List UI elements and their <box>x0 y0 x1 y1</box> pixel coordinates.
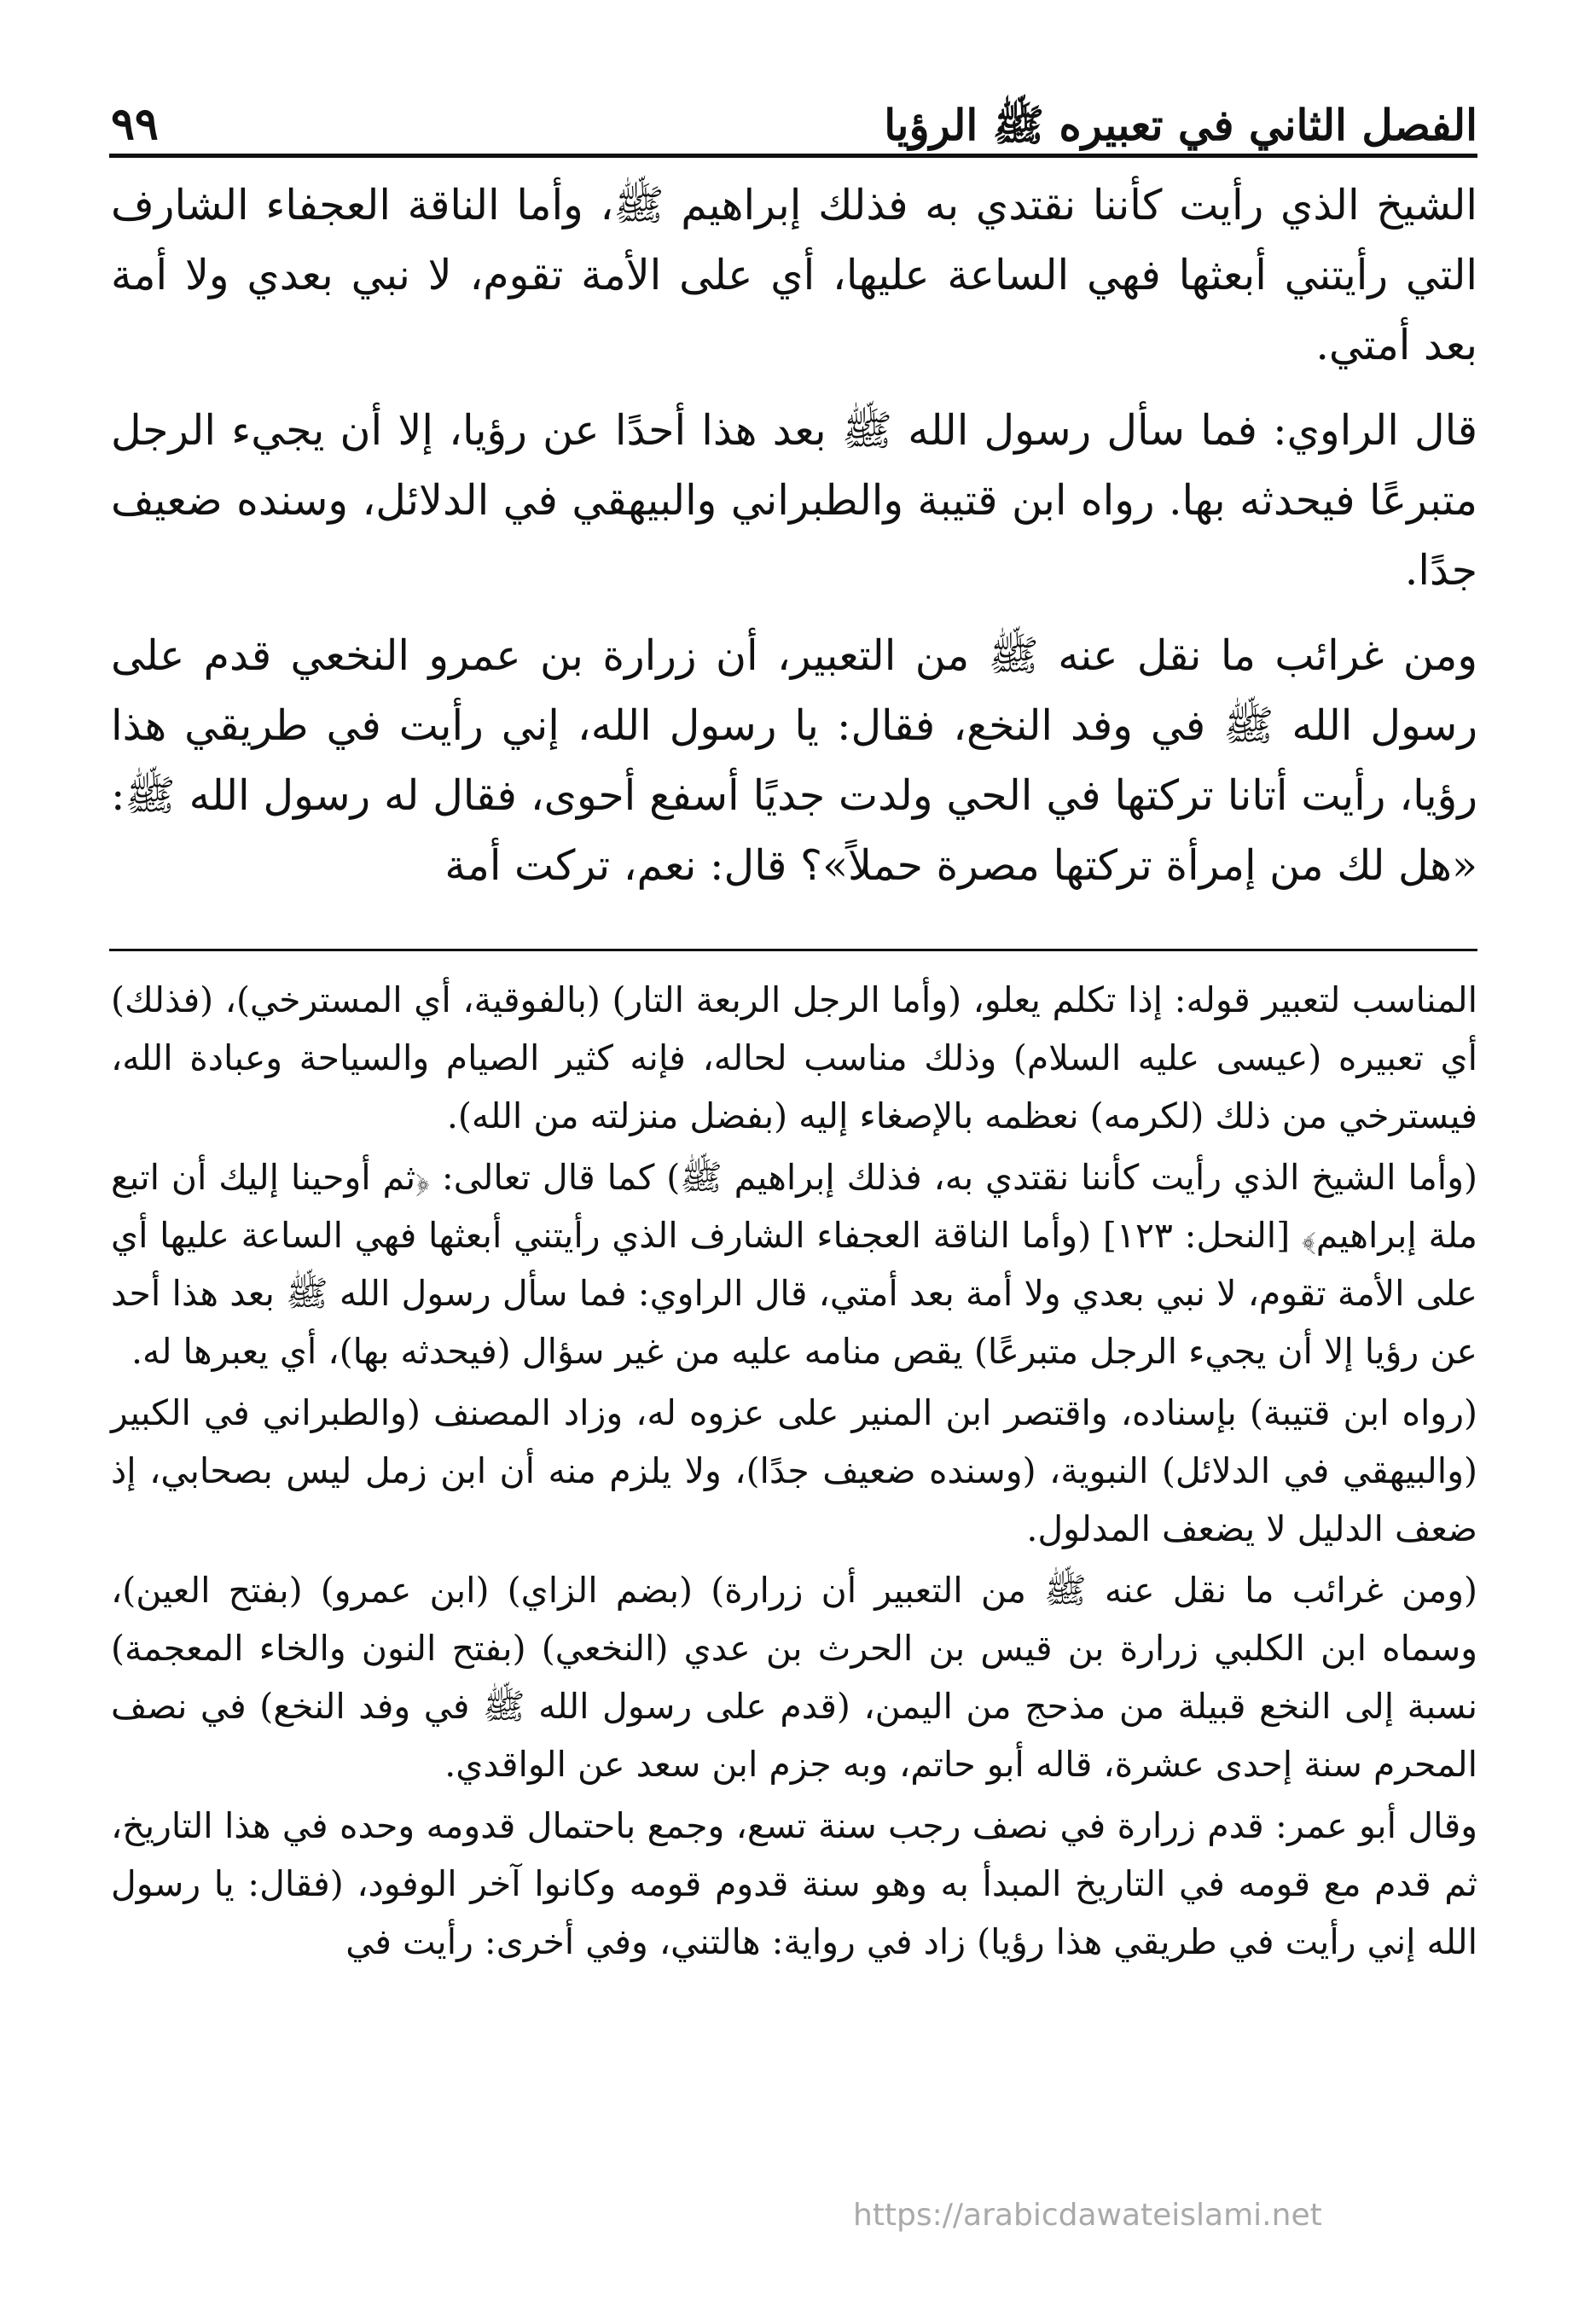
page-header <box>111 78 1477 150</box>
commentary-paragraph: (وأما الشيخ الذي رأيت كأننا نقتدي به، فذلك إبراهيم ﷺ) كما قال تعالى: ﴿ثم أوحينا إليك أن اتبع ملة إبراهيم﴾ [النحل: ١٢٣] (وأما الناقة العجفاء الشارف الذي رأيتني أبعثها فهي الساعة عليها أي على الأمة تقوم، لا نبي بعدي ولا أمة بعد أمتي، قال الراوي: فما سأل رسول الله ﷺ بعد هذا أحد عن رؤيا إلا أن يجيء الرجل متبرعًا) يقص منامه عليه من غير سؤال (فيحدثه بها)، أي يعبرها له. <box>111 1157 1477 1372</box>
main-paragraph: ومن غرائب ما نقل عنه ﷺ من التعبير، أن زرارة بن عمرو النخعي قدم على رسول الله ﷺ في وفد النخع، فقال: يا رسول الله، إني رأيت في طريقي هذا رؤيا، رأيت أتانا تركتها في الحي ولدت جديًا أسفع أحوى، فقال له رسول الله ﷺ: «هل لك من إمرأة تركتها مصرة حملاً»؟ قال: نعم، تركت أمة <box>111 631 1477 890</box>
commentary-divider <box>109 949 1477 951</box>
watermark-url: https://arabicdawateislami.net <box>853 2198 1322 2233</box>
running-title: الفصل الثاني في تعبيره ﷺ الرؤيا <box>884 100 1477 150</box>
main-paragraph: الشيخ الذي رأيت كأننا نقتدي به فذلك إبراهيم ﷺ، وأما الناقة العجفاء الشارف التي رأيتني أبعثها فهي الساعة عليها، أي على الأمة تقوم، لا نبي بعدي ولا أمة بعد أمتي. <box>111 181 1477 369</box>
commentary-paragraph: (ومن غرائب ما نقل عنه ﷺ من التعبير أن زرارة) (بضم الزاي) (ابن عمرو) (بفتح العين)، وسماه ابن الكلبي زرارة بن قيس بن الحرث بن عدي (النخعي) (بفتح النون والخاء المعجمة) نسبة إلى النخع قبيلة من مذحج من اليمن، (قدم على رسول الله ﷺ في وفد النخع) في نصف المحرم سنة إحدى عشرة، قاله أبو حاتم، وبه جزم ابن سعد عن الواقدي. <box>111 1570 1477 1785</box>
commentary-section <box>111 971 1477 1974</box>
commentary-paragraph: وقال أبو عمر: قدم زرارة في نصف رجب سنة تسع، وجمع باحتمال قدومه وحده في هذا التاريخ، ثم قدم مع قومه في التاريخ المبدأ به وهو سنة قدوم قومه وكانوا آخر الوفود، (فقال: يا رسول الله إني رأيت في طريقي هذا رؤيا) زاد في رواية: هالتني، وفي أخرى: رأيت في <box>111 1805 1478 1962</box>
header-rule <box>109 154 1477 158</box>
commentary-paragraph: المناسب لتعبير قوله: إذا تكلم يعلو، (وأما الرجل الربعة التار) (بالفوقية، أي المسترخي)، (فذلك) أي تعبيره (عيسى عليه السلام) وذلك مناسب لحاله، فإنه كثير الصيام والسياحة وعبادة الله، فيسترخي من ذلك (لكرمه) نعظمه بالإصغاء إليه (بفضل منزلته من الله). <box>111 979 1477 1136</box>
page-number: ٩٩ <box>111 98 159 150</box>
main-text <box>111 171 1477 916</box>
main-paragraph: قال الراوي: فما سأل رسول الله ﷺ بعد هذا أحدًا عن رؤيا، إلا أن يجيء الرجل متبرعًا فيحدثه بها. رواه ابن قتيبة والطبراني والبيهقي في الدلائل، وسنده ضعيف جدًا. <box>111 406 1477 595</box>
commentary-paragraph: (رواه ابن قتيبة) بإسناده، واقتصر ابن المنير على عزوه له، وزاد المصنف (والطبراني في الكبير (والبيهقي في الدلائل) النبوية، (وسنده ضعيف جدًا)، ولا يلزم منه أن ابن زمل ليس بصحابي، إذ ضعف الدليل لا يضعف المدلول. <box>111 1392 1477 1549</box>
